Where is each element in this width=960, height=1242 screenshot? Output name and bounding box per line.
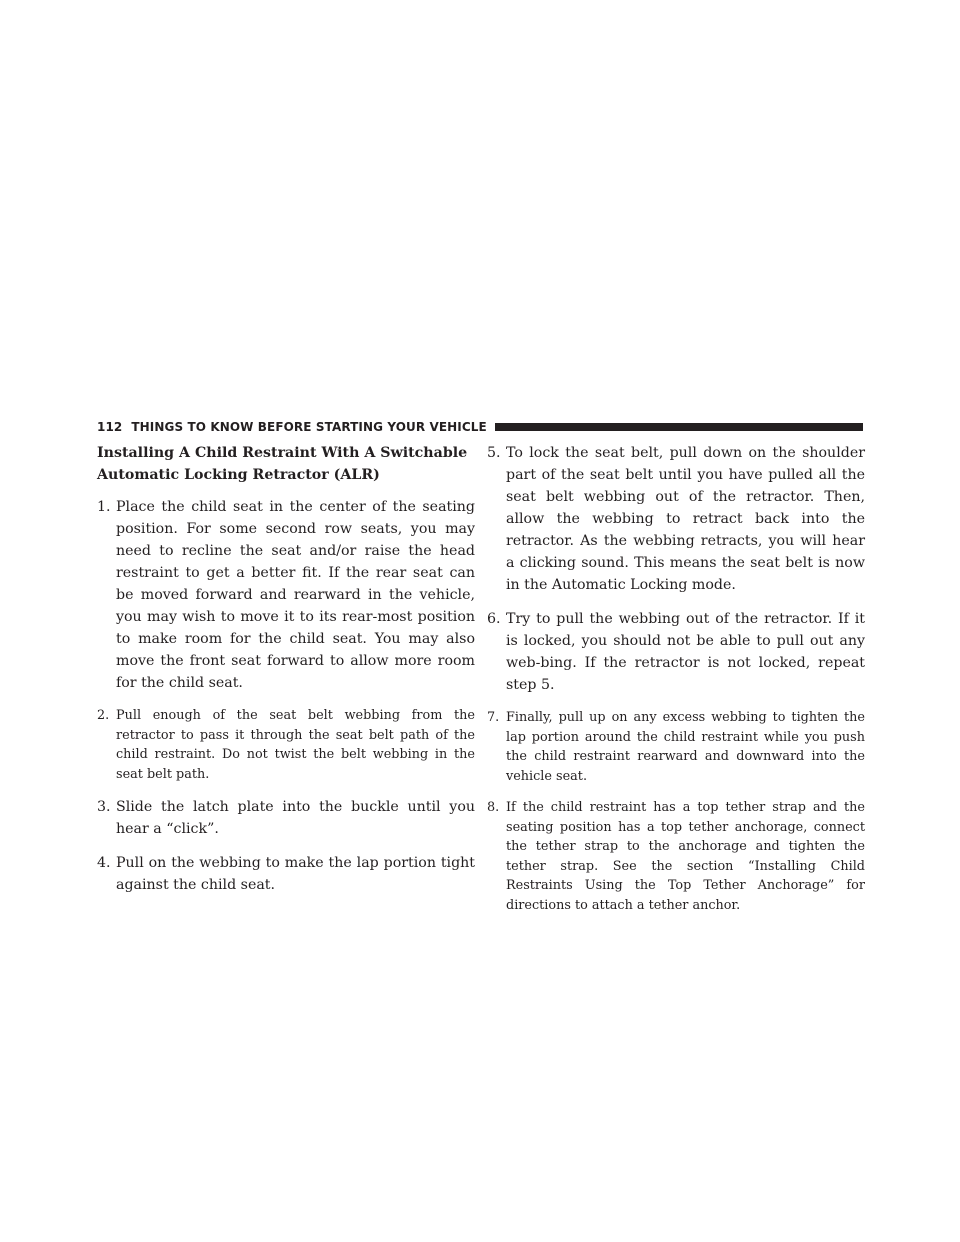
step-text: Pull on the webbing to make the lap portion tight against the child seat. [116,855,475,893]
step-number: 1. [97,499,111,515]
step-number: 7. [487,710,500,725]
header-rule [495,423,863,431]
step-number: 2. [97,708,110,723]
step-5 [487,442,865,596]
step-text: Pull enough of the seat belt webbing from the retractor to pass it through the seat belt path of the child restraint. Do not twist the belt webbing in the seat belt path. [116,708,475,782]
page-number: 112 [97,420,123,434]
section-title [97,442,475,486]
step-text: If the child restraint has a top tether strap and the seating position has a top tether anchorage, connect the tether strap to the anchorage and tighten the tether strap. See the section “Installing Child Restraints Using the Top Tether Anchorage” for directions to attach a tether anchor. [506,800,865,913]
step-text: Place the child seat in the center of the seating position. For some second row seats, you may need to recline the seat and/or raise the head restraint to get a better fit. If the rear seat can be moved forward and rearward in the vehicle, you may wish to move it to its rear-most position to make room for the child seat. You may also move the front seat forward to allow more room for the child seat. [116,499,475,691]
step-3 [97,796,475,840]
step-text: Try to pull the webbing out of the retractor. If it is locked, you should not be able to pull out any web-bing. If the retractor is not locked, repeat step 5. [506,611,865,693]
page-header [97,418,863,436]
step-6 [487,608,865,696]
right-column [487,442,865,927]
step-1 [97,496,475,694]
step-number: 4. [97,855,111,871]
step-7 [487,708,865,786]
section-title-line2: Automatic Locking Retractor (ALR) [97,467,380,483]
section-title-line1: Installing A Child Restraint With A Switchable [97,445,468,461]
step-2 [97,706,475,784]
step-text: Slide the latch plate into the buckle until you hear a “click”. [116,799,475,837]
left-column [97,442,475,908]
step-number: 6. [487,611,501,627]
step-text: To lock the seat belt, pull down on the shoulder part of the seat belt until you have pulled all the seat belt webbing out of the retractor. Then, allow the webbing to retract back into the retractor. As the webbing retracts, you will hear a clicking sound. This means the seat belt is now in the Automatic Locking mode. [506,445,865,593]
step-number: 8. [487,800,500,815]
step-8 [487,798,865,915]
step-4 [97,852,475,896]
step-text: Finally, pull up on any excess webbing to tighten the lap portion around the child restraint while you push the child restraint rearward and downward into the vehicle seat. [506,710,865,784]
step-number: 3. [97,799,111,815]
section-heading: THINGS TO KNOW BEFORE STARTING YOUR VEHICLE [131,420,487,434]
step-number: 5. [487,445,501,461]
